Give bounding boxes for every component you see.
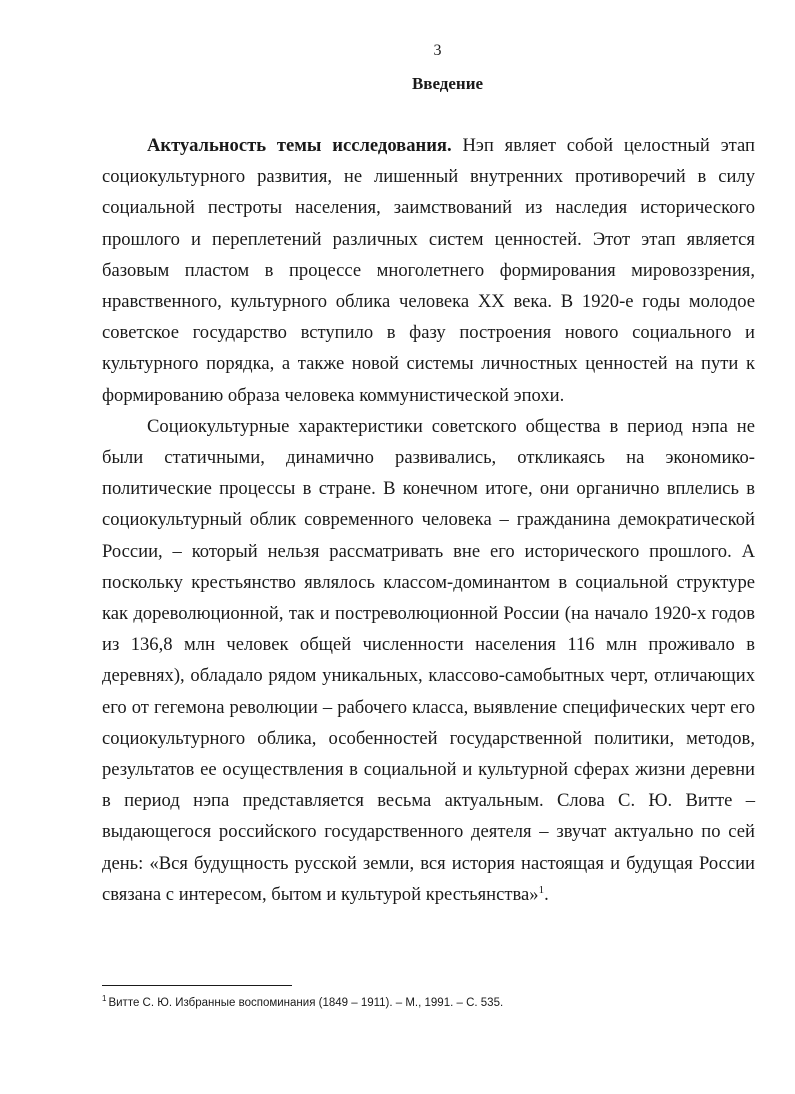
footnote-divider (102, 985, 292, 986)
footnote (102, 996, 755, 1010)
paragraph-end: . (544, 883, 549, 905)
section-lead: Актуальность темы исследования. (147, 135, 452, 156)
paragraph-text: Нэп являет собой целостный этап социокультурного развития, не лишенный внутренних противоречий в силу социальной пестроты населения, заимствований из наследия исторического прошлого и переплетений различных систем ценностей. Этот этап является базовым пластом в процессе многолетнего формирования мировоззрения, нравственного, культурного облика человека XX века. В 1920-е годы молодое советское государство вступило в фазу построения нового социального и культурного порядка, а также новой системы личностных ценностей на пути к формированию образа человека коммунистической эпохи. (102, 135, 755, 406)
footnote-text: Витте С. Ю. Избранные воспоминания (1849 – 1911). – М., 1991. – С. 535. (108, 997, 504, 1009)
footnote-reference: 1 (538, 883, 545, 896)
page-number: 3 (433, 42, 442, 59)
paragraph-relevance (102, 130, 755, 411)
page-title: Введение (411, 74, 484, 93)
paragraph-text: Социокультурные характеристики советского общества в период нэпа не были статичными, динамично развивались, откликаясь на экономико-политические процессы в стране. В конечном итоге, они органично вплелись в социокультурный облик современного человека – гражданина демократической России, – который нельзя рассматривать вне его исторического прошлого. А поскольку крестьянство являлось классом-доминантом в социальной структуре как дореволюционной, так и постреволюционной России (на начало 1920-х годов из 136,8 млн человек общей численности населения 116 млн проживало в деревнях), обладало рядом уникальных, классово-самобытных черт, отличающих его от гегемона революции – рабочего класса, выявление специфических черт его социокультурного облика, особенностей государственной политики, методов, результатов ее осуществления в социальной и культурной сферах жизни деревни в период нэпа представляется весьма актуальным. Слова С. Ю. Витте – выдающегося российского государственного деятеля – звучат актуально по сей день: «Вся будущность русской земли, вся история настоящая и будущая России связана с интересом, бытом и культурой крестьянства» (102, 415, 755, 905)
paragraph-sociocultural (102, 411, 755, 910)
main-text (102, 130, 755, 910)
footnote-number: 1 (102, 994, 107, 1004)
